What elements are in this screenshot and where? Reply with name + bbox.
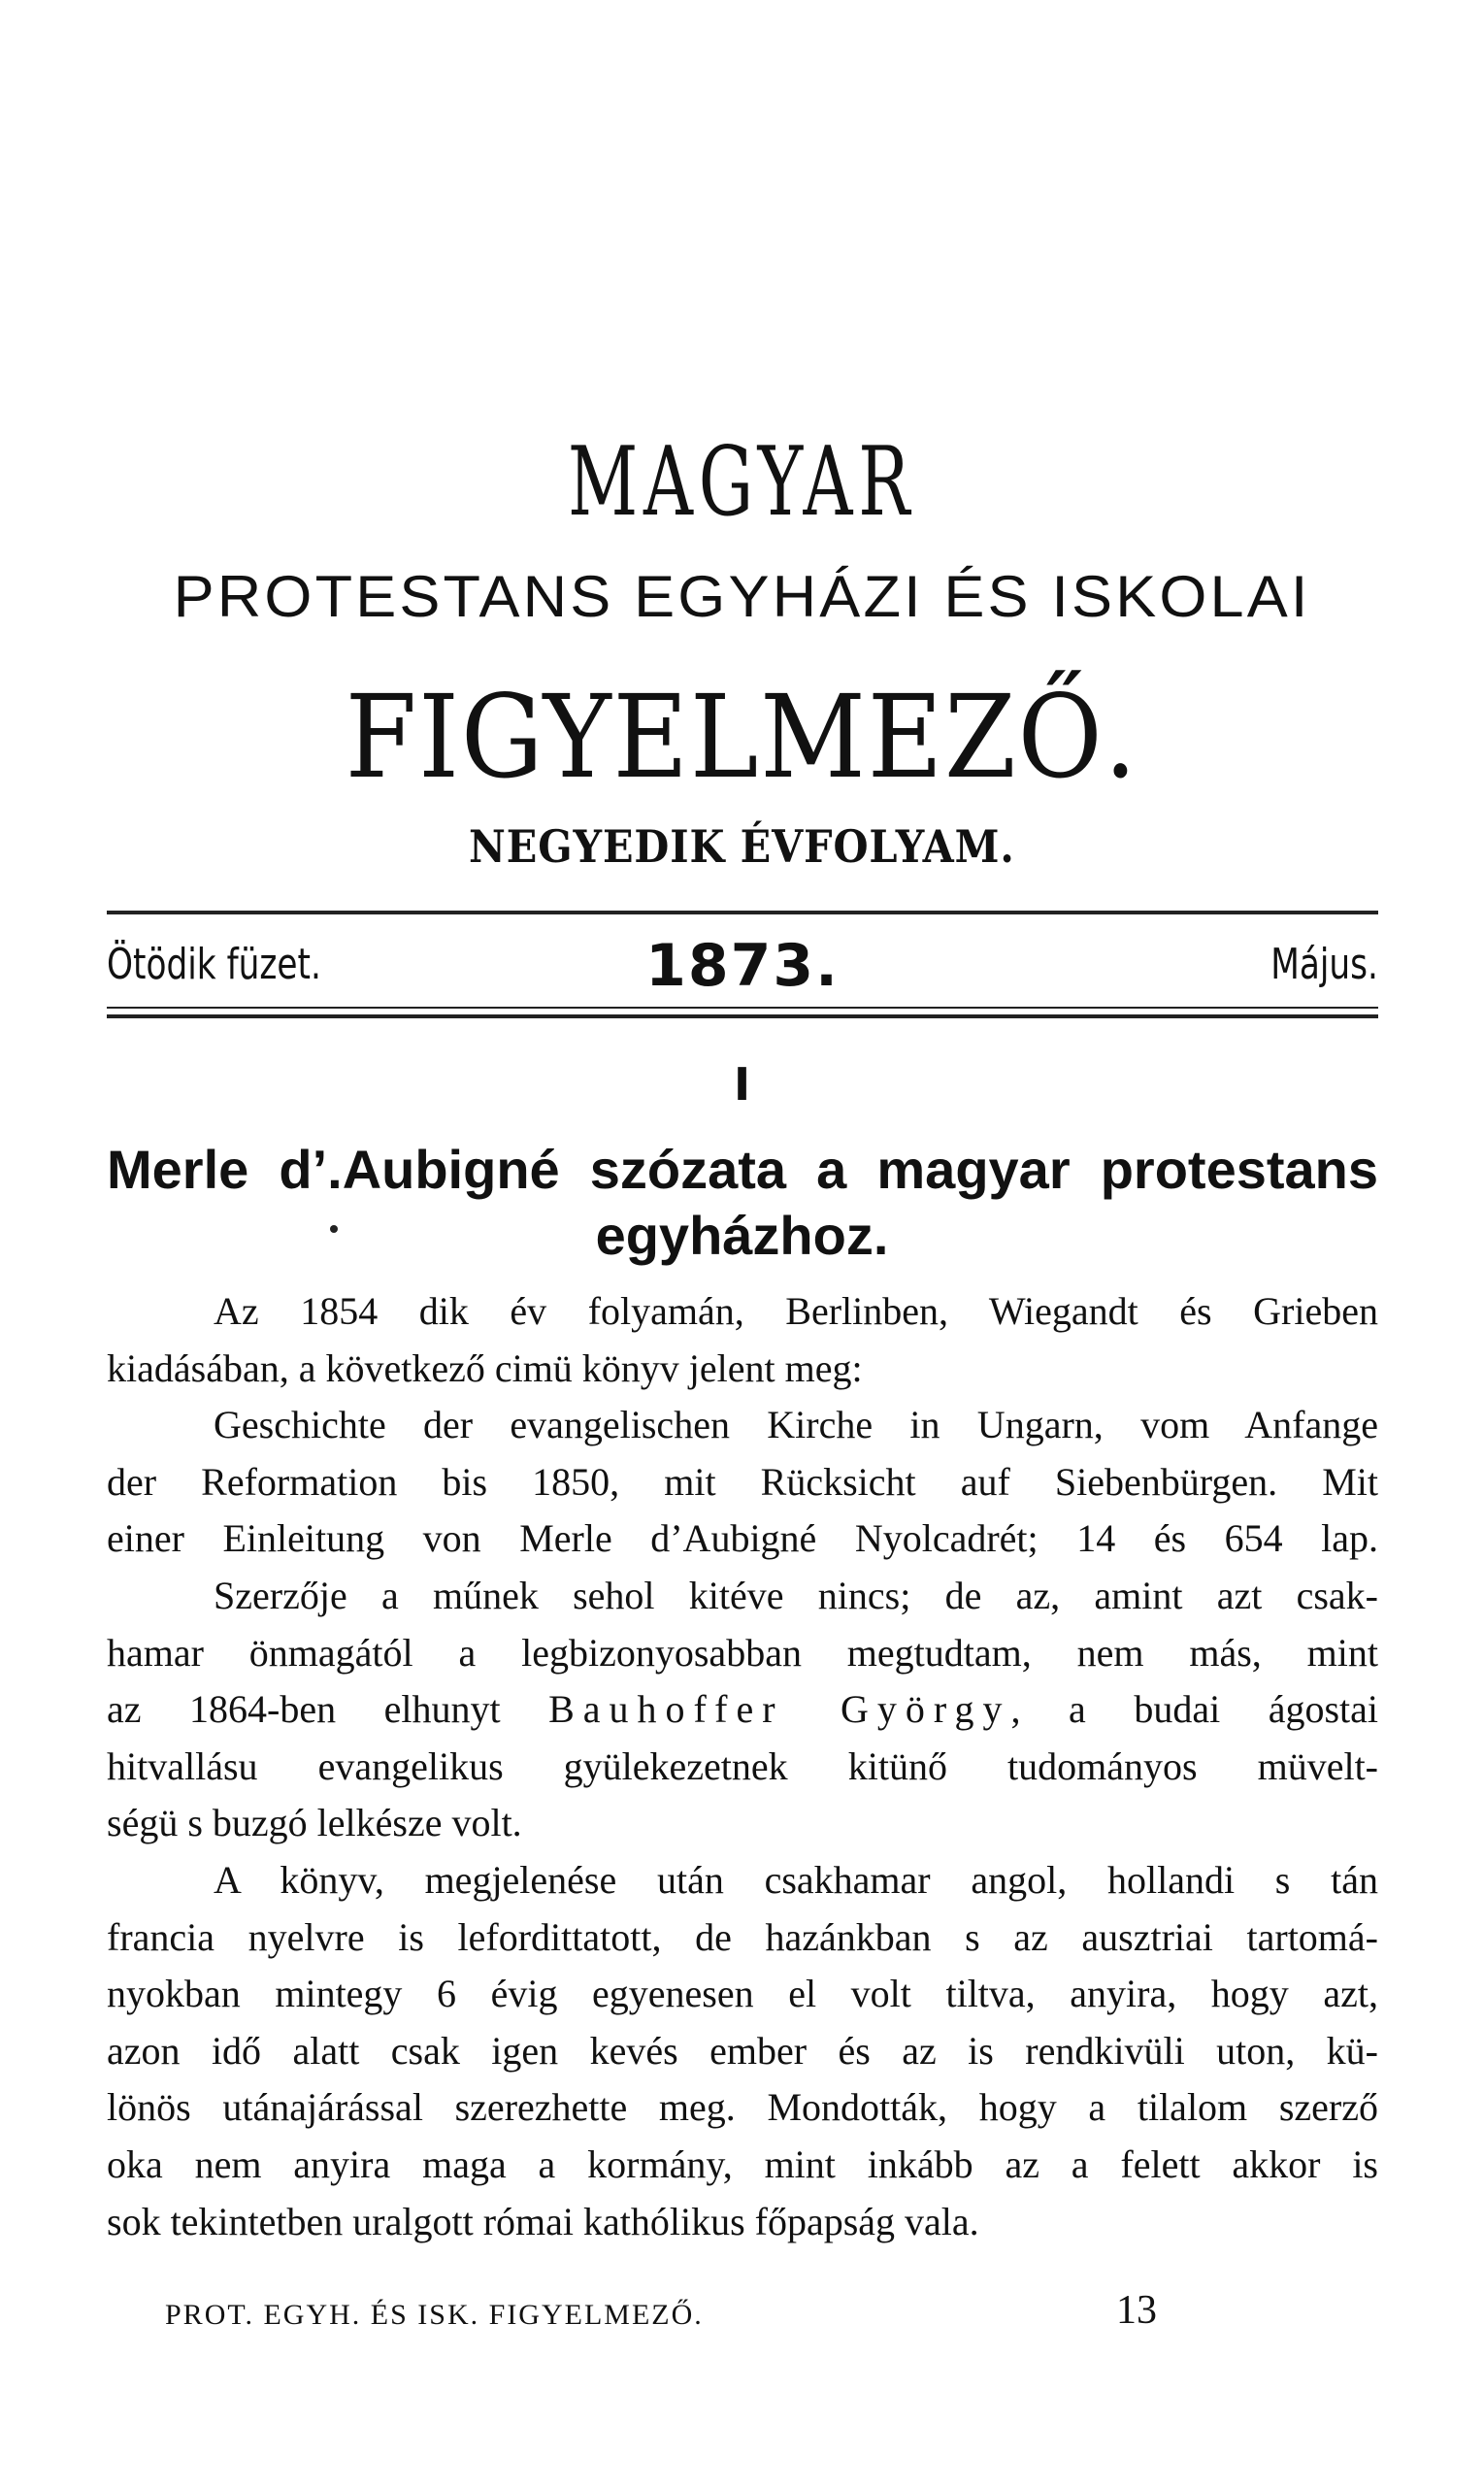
body-line: lönös utánajárással szerezhette meg. Mondották, hogy a tilalom szerző [107,2085,1378,2130]
body-line: hamar önmagától a legbizonyosabban megtudtam, nem más, mint [107,1630,1378,1675]
body-line: oka nem anyira maga a kormány, mint inkább az a felett akkor is [107,2141,1378,2186]
body-line: A könyv, megjelenése után csakhamar angol, hollandi s tán [214,1857,1378,1902]
volume-label: NEGYEDIK ÉVFOLYAM. [469,820,1015,873]
body-line: einer Einleitung von Merle d’Aubigné Nyolcadrét; 14 és 654 lap. [107,1516,1378,1561]
issue-month: Május. [1270,940,1378,989]
body-line: sok tekintetben uralgott római kathólikus főpapság vala. [107,2199,979,2243]
article-title-line-2: egyházhoz. [595,1205,889,1266]
body-line: francia nyelvre is lefordittatott, de hazánkban s az ausztriai tartomá- [107,1914,1378,1959]
header-rule-bottom-thin [107,1007,1378,1009]
masthead-subtitle: PROTESTANS EGYHÁZI ÉS ISKOLAI [173,564,1311,629]
masthead-title-figyelmezo: FIGYELMEZŐ. [345,670,1139,804]
body-line: Az 1854 dik év folyamán, Berlinben, Wiegandt és Grieben [214,1289,1378,1333]
article-body [107,1283,1378,2250]
issue-number: Ötödik füzet. [107,940,321,989]
body-line: kiadásában, a következő cimü könyv jelent meg: [107,1345,863,1390]
body-line: Geschichte der evangelischen Kirche in Ungarn, vom Anfange [214,1403,1378,1447]
footer-journal-title: PROT. EGYH. ÉS ISK. FIGYELMEZŐ. [165,2299,704,2331]
body-line: azon idő alatt csak igen kevés ember és az is rendkivüli uton, kü- [107,2028,1378,2073]
article-title-line-1: Merle d’.Aubigné szózata a magyar protestans [107,1139,1378,1200]
body-line: der Reformation bis 1850, mit Rücksicht auf Siebenbürgen. Mit [107,1459,1378,1504]
body-line-with-name [107,1681,1378,1739]
body-line: nyokban mintegy 6 évig egyenesen el volt tiltva, anyira, hogy azt, [107,1972,1378,2016]
issue-info-row [107,932,1378,1000]
body-line-part: az 1864-ben elhunyt [107,1687,501,1732]
body-line: hitvallásu evangelikus gyülekezetnek kitünő tudományos müvelt- [107,1743,1378,1788]
header-rule-top [107,911,1378,914]
author-name-spaced: Bauhoffer György [548,1687,1011,1732]
header-rule-bottom-thick [107,1014,1378,1018]
issue-year: 1873. [645,932,840,1000]
section-number: I [733,1058,751,1111]
body-line-part: , a budai ágostai [1010,1687,1379,1732]
page-number: 13 [1116,2288,1157,2333]
body-line: ségü s buzgó lelkésze volt. [107,1801,522,1845]
masthead-title-magyar: MAGYAR [568,427,916,538]
body-line: Szerzője a műnek sehol kitéve nincs; de az, amint azt csak- [214,1573,1378,1617]
